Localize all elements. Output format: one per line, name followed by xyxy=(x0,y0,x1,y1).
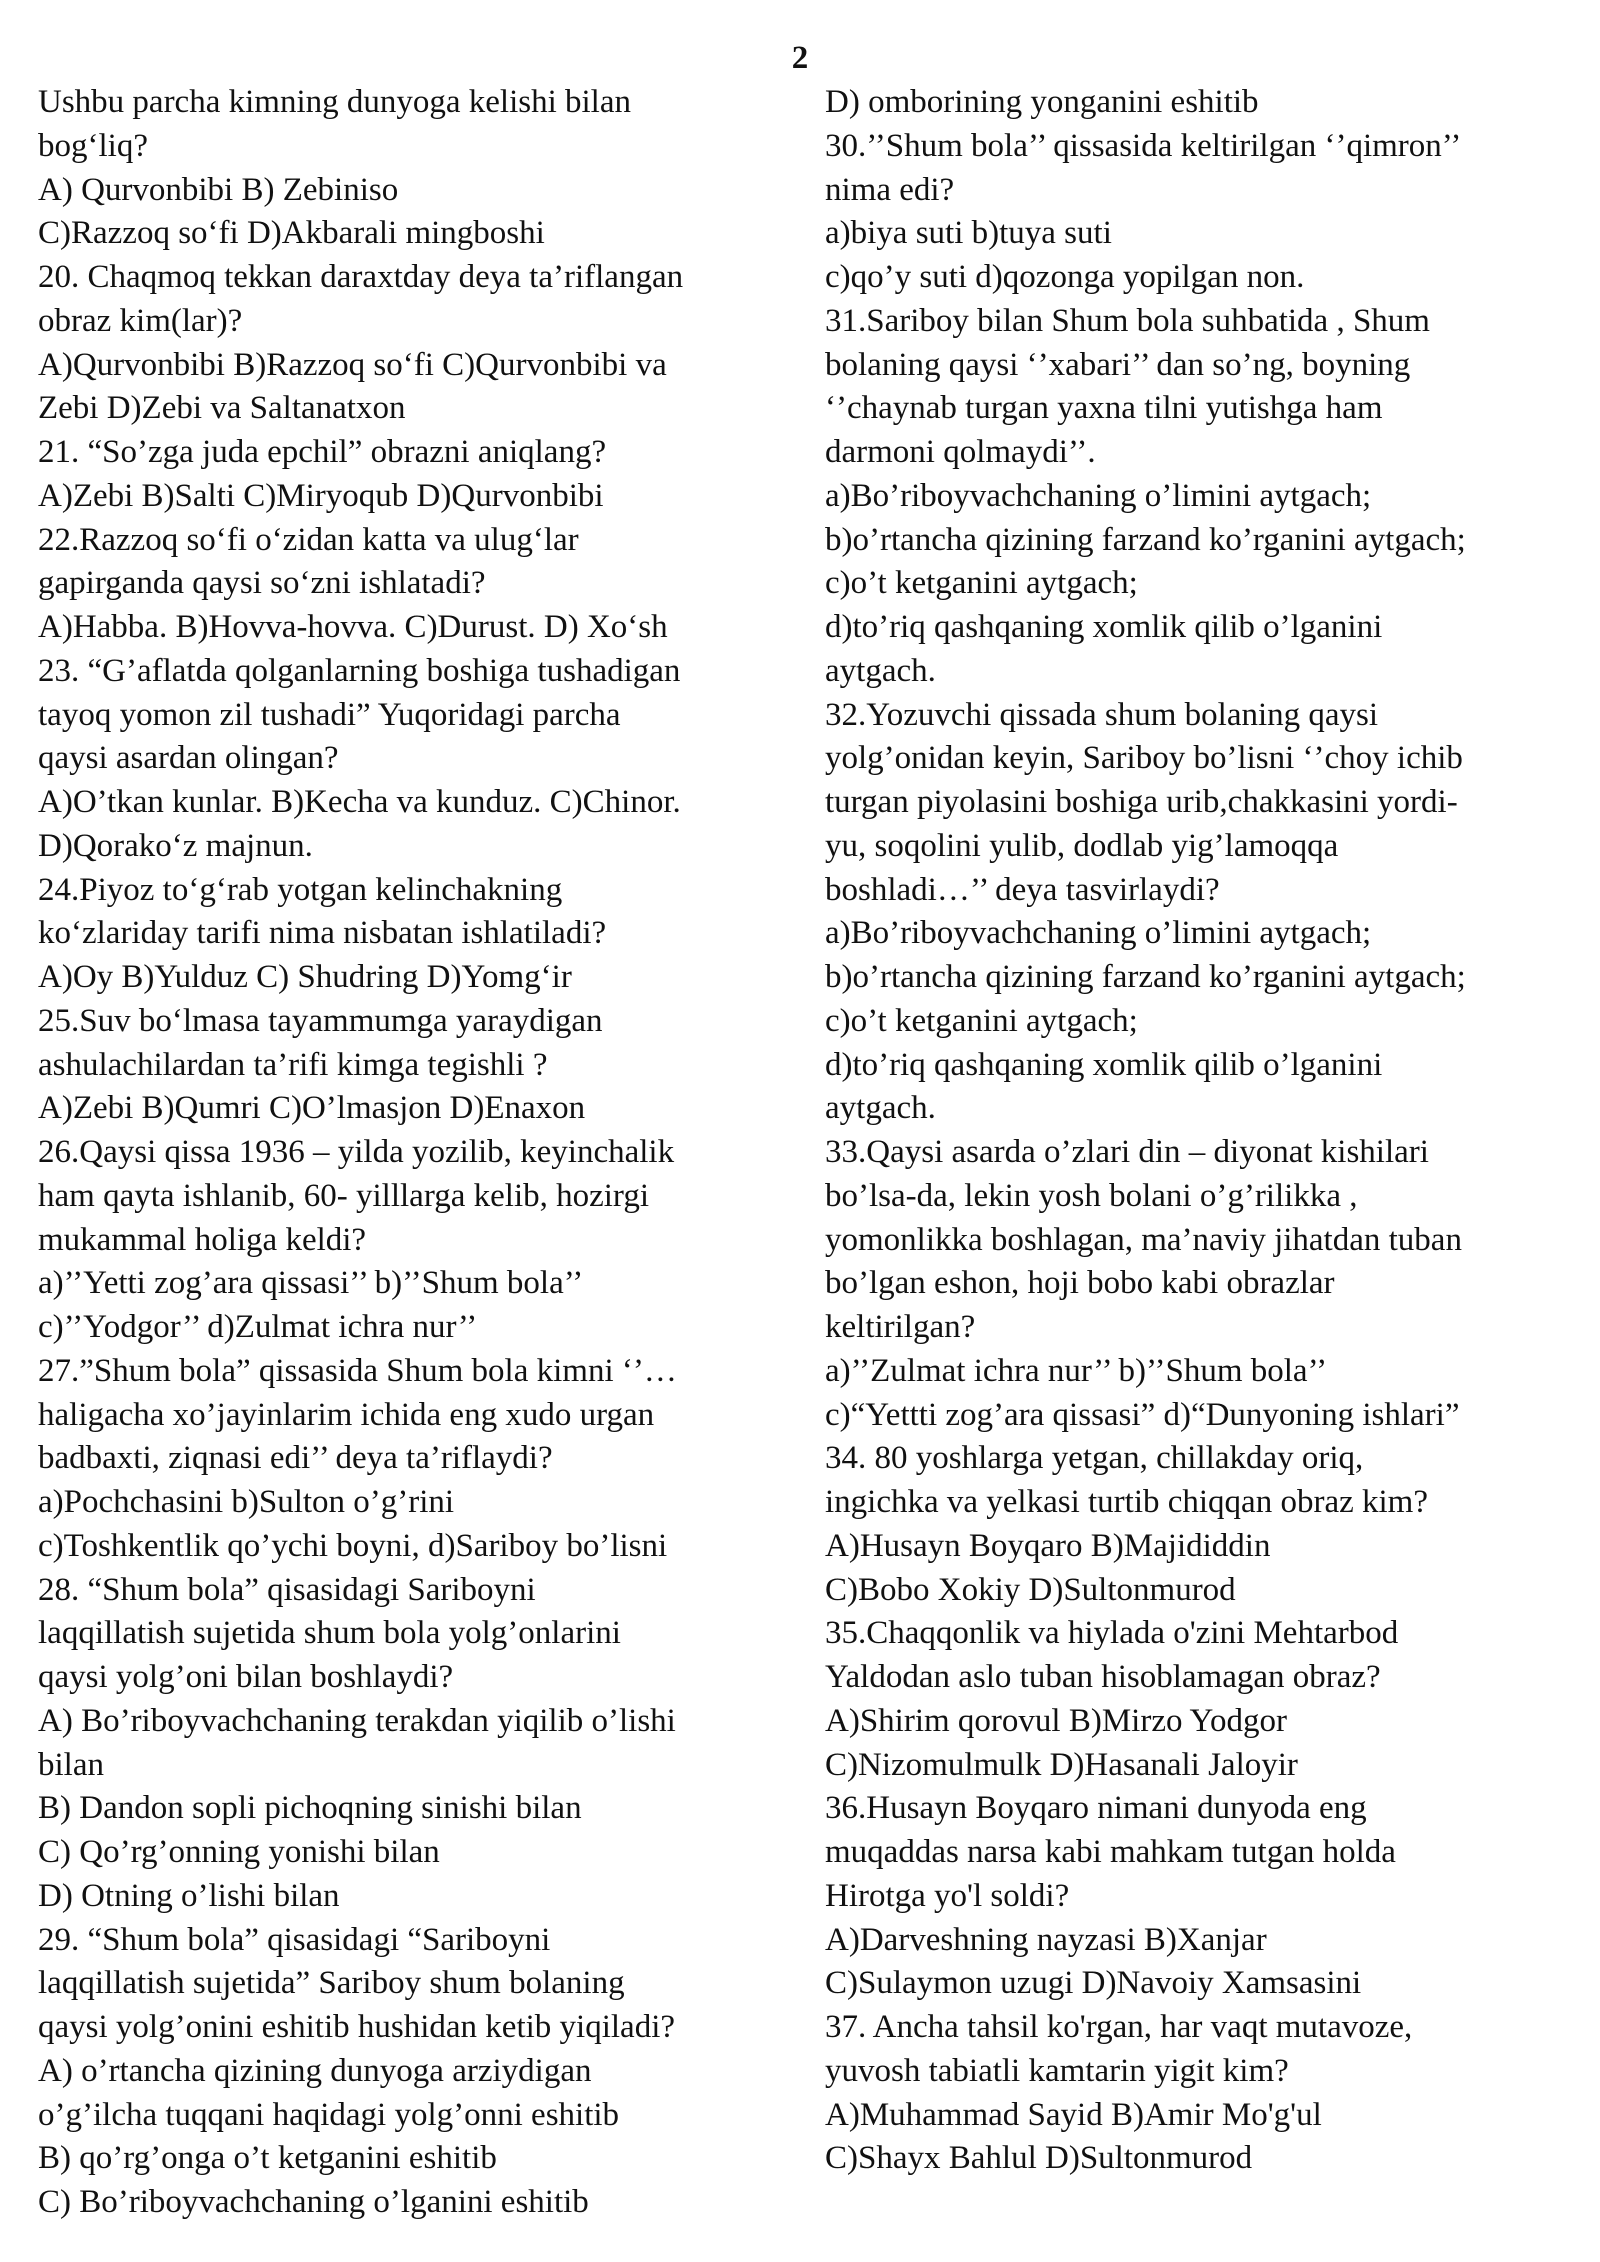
text-line: D) Otning o’lishi bilan xyxy=(38,1877,340,1914)
text-line: A) Qurvonbibi B) Zebiniso xyxy=(38,171,399,208)
text-line: tayoq yomon zil tushadi” Yuqoridagi parcha xyxy=(38,696,621,733)
text-line: c)’’Yodgor’’ d)Zulmat ichra nur’’ xyxy=(38,1309,478,1345)
text-line: keltirilgan? xyxy=(825,1309,976,1345)
text-line: 24.Piyoz to‘g‘rab yotgan kelinchakning xyxy=(38,871,563,908)
text-line: c)o’t ketganini aytgach; xyxy=(825,565,1138,602)
text-line: b)o’rtancha qizining farzand ko’rganini aytgach; xyxy=(825,959,1466,995)
text-line: d)to’riq qashqaning xomlik qilib o’lganini xyxy=(825,609,1383,645)
text-line: aytgach. xyxy=(825,652,936,689)
text-line: 37. Ancha tahsil ko'rgan, har vaqt mutavoze, xyxy=(825,2009,1413,2045)
text-line: Yaldodan aslo tuban hisoblamagan obraz? xyxy=(825,1659,1381,1695)
text-line: bo’lsa-da, lekin yosh bolani o’g’rilikka , xyxy=(825,1177,1358,1214)
text-line: A)Darveshning nayzasi B)Xanjar xyxy=(825,1921,1267,1958)
text-line: a)Pochchasini b)Sulton o’g’rini xyxy=(38,1484,455,1520)
text-line: Ushbu parcha kimning dunyoga kelishi bilan xyxy=(38,84,631,120)
text-line: 34. 80 yoshlarga yetgan, chillakday oriq, xyxy=(825,1440,1364,1477)
text-line: laqqillatish sujetida shum bola yolg’onlarini xyxy=(38,1615,621,1652)
text-line: nima edi? xyxy=(825,171,955,208)
text-line: A)Habba. B)Hovva-hovva. C)Durust. D) Xo‘sh xyxy=(38,609,668,645)
text-line: bilan xyxy=(38,1746,104,1783)
text-line: A)O’tkan kunlar. B)Kecha va kunduz. C)Chinor. xyxy=(38,784,681,820)
text-line: A)Qurvonbibi B)Razzoq so‘fi C)Qurvonbibi va xyxy=(38,346,667,383)
text-line: 23. “G’aflatda qolganlarning boshiga tushadigan xyxy=(38,652,681,689)
text-line: Zebi D)Zebi va Saltanatxon xyxy=(38,390,406,427)
text-line: a)Bo’riboyvachchaning o’limini aytgach; xyxy=(825,477,1372,514)
text-line: D) omborining yonganini eshitib xyxy=(825,84,1259,120)
text-line: 21. “So’zga juda epchil” obrazni aniqlang? xyxy=(38,434,607,470)
text-line: 27.”Shum bola” qissasida Shum bola kimni ‘’… xyxy=(38,1352,677,1389)
text-line: C)Sulaymon uzugi D)Navoiy Xamsasini xyxy=(825,1965,1362,2002)
text-line: c)Toshkentlik qo’ychi boyni, d)Sariboy bo’lisni xyxy=(38,1527,668,1564)
text-line: 31.Sariboy bilan Shum bola suhbatida , Shum xyxy=(825,302,1430,339)
text-line: obraz kim(lar)? xyxy=(38,302,243,339)
text-line: B) Dandon sopli pichoqning sinishi bilan xyxy=(38,1790,582,1827)
text-line: D)Qorako‘z majnun. xyxy=(38,827,313,864)
text-line: yomonlikka boshlagan, ma’naviy jihatdan tuban xyxy=(825,1221,1462,1258)
text-line: bolaning qaysi ‘’xabari’’ dan so’ng, boyning xyxy=(825,346,1411,383)
text-line: mukammal holiga keldi? xyxy=(38,1221,367,1258)
text-line: a)’’Yetti zog’ara qissasi’’ b)’’Shum bola’’ xyxy=(38,1265,584,1302)
text-line: A)Oy B)Yulduz C) Shudring D)Yomg‘ir xyxy=(38,959,572,995)
text-line: A) o’rtancha qizining dunyoga arziydigan xyxy=(38,2052,592,2089)
text-line: muqaddas narsa kabi mahkam tutgan holda xyxy=(825,1834,1396,1870)
text-line: aytgach. xyxy=(825,1090,936,1127)
text-line: bog‘liq? xyxy=(38,127,148,164)
text-line: C)Nizomulmulk D)Hasanali Jaloyir xyxy=(825,1746,1298,1783)
text-line: A)Muhammad Sayid B)Amir Mo'g'ul xyxy=(825,2096,1322,2133)
text-line: ashulachilardan ta’rifi kimga tegishli ? xyxy=(38,1046,548,1083)
text-line: Hirotga yo'l soldi? xyxy=(825,1877,1070,1914)
text-line: d)to’riq qashqaning xomlik qilib o’lganini xyxy=(825,1046,1383,1083)
text-line: 32.Yozuvchi qissada shum bolaning qaysi xyxy=(825,696,1379,733)
text-line: C)Razzoq so‘fi D)Akbarali mingboshi xyxy=(38,215,545,252)
text-line: B) qo’rg’onga o’t ketganini eshitib xyxy=(38,2140,497,2177)
text-line: b)o’rtancha qizining farzand ko’rganini aytgach; xyxy=(825,521,1466,558)
text-line: ‘’chaynab turgan yaxna tilni yutishga ham xyxy=(825,390,1383,427)
text-line: yolg’onidan keyin, Sariboy bo’lisni ‘’choy ichib xyxy=(825,740,1463,777)
text-line: ingichka va yelkasi turtib chiqqan obraz kim? xyxy=(825,1484,1428,1520)
text-line: qaysi yolg’onini eshitib hushidan ketib yiqiladi? xyxy=(38,2009,676,2045)
text-line: boshladi…’’ deya tasvirlaydi? xyxy=(825,871,1220,908)
text-line: bo’lgan eshon, hoji bobo kabi obrazlar xyxy=(825,1265,1335,1302)
text-line: qaysi yolg’oni bilan boshlaydi? xyxy=(38,1659,454,1695)
text-line: 22.Razzoq so‘fi o‘zidan katta va ulug‘lar xyxy=(38,521,579,558)
text-line: 35.Chaqqonlik va hiylada o'zini Mehtarbod xyxy=(825,1615,1399,1652)
left-column xyxy=(38,81,798,2225)
page-number: 2 xyxy=(791,40,809,76)
text-line: qaysi asardan olingan? xyxy=(38,740,339,777)
text-line: 33.Qaysi asarda o’zlari din – diyonat kishilari xyxy=(825,1134,1429,1170)
text-line: A)Shirim qorovul B)Mirzo Yodgor xyxy=(825,1702,1288,1739)
text-line: ko‘zlariday tarifi nima nisbatan ishlatiladi? xyxy=(38,915,607,952)
text-line: A)Husayn Boyqaro B)Majididdin xyxy=(825,1527,1271,1564)
text-line: C)Bobo Xokiy D)Sultonmurod xyxy=(825,1571,1236,1608)
text-line: a)Bo’riboyvachchaning o’limini aytgach; xyxy=(825,915,1372,952)
text-line: gapirganda qaysi so‘zni ishlatadi? xyxy=(38,565,486,602)
text-line: yu, soqolini yulib, dodlab yig’lamoqqa xyxy=(825,827,1339,864)
text-line: 36.Husayn Boyqaro nimani dunyoda eng xyxy=(825,1790,1367,1827)
text-line: haligacha xo’jayinlarim ichida eng xudo urgan xyxy=(38,1396,655,1433)
right-column xyxy=(825,81,1585,2181)
text-line: 28. “Shum bola” qisasidagi Sariboyni xyxy=(38,1571,536,1608)
text-line: laqqillatish sujetida” Sariboy shum bolaning xyxy=(38,1965,625,2002)
text-line: 20. Chaqmoq tekkan daraxtday deya ta’riflangan xyxy=(38,259,684,295)
text-line: c)qo’y suti d)qozonga yopilgan non. xyxy=(825,259,1305,295)
text-line: o’g’ilcha tuqqani haqidagi yolg’onni eshitib xyxy=(38,2096,620,2133)
text-line: C) Qo’rg’onning yonishi bilan xyxy=(38,1834,440,1870)
text-line: 29. “Shum bola” qisasidagi “Sariboyni xyxy=(38,1921,551,1958)
text-line: turgan piyolasini boshiga urib,chakkasini yordi- xyxy=(825,784,1458,820)
text-line: 26.Qaysi qissa 1936 – yilda yozilib, keyinchalik xyxy=(38,1134,675,1170)
text-line: A) Bo’riboyvachchaning terakdan yiqilib o’lishi xyxy=(38,1702,676,1739)
text-line: yuvosh tabiatli kamtarin yigit kim? xyxy=(825,2052,1289,2089)
text-line: C)Shayx Bahlul D)Sultonmurod xyxy=(825,2140,1253,2177)
text-line: 30.’’Shum bola’’ qissasida keltirilgan ‘’qimron’’ xyxy=(825,127,1462,164)
text-line: A)Zebi B)Salti C)Miryoqub D)Qurvonbibi xyxy=(38,477,604,514)
text-line: a)’’Zulmat ichra nur’’ b)’’Shum bola’’ xyxy=(825,1352,1328,1389)
text-line: c)“Yettti zog’ara qissasi” d)“Dunyoning ishlari” xyxy=(825,1396,1460,1433)
text-line: c)o’t ketganini aytgach; xyxy=(825,1002,1138,1039)
text-line: 25.Suv bo‘lmasa tayammumga yaraydigan xyxy=(38,1002,603,1039)
text-line: darmoni qolmaydi’’. xyxy=(825,434,1096,470)
text-line: a)biya suti b)tuya suti xyxy=(825,215,1112,252)
text-line: ham qayta ishlanib, 60- yilllarga kelib, hozirgi xyxy=(38,1177,649,1214)
text-line: C) Bo’riboyvachchaning o’lganini eshitib xyxy=(38,2184,589,2220)
text-line: A)Zebi B)Qumri C)O’lmasjon D)Enaxon xyxy=(38,1090,586,1127)
text-line: badbaxti, ziqnasi edi’’ deya ta’riflaydi? xyxy=(38,1440,553,1477)
